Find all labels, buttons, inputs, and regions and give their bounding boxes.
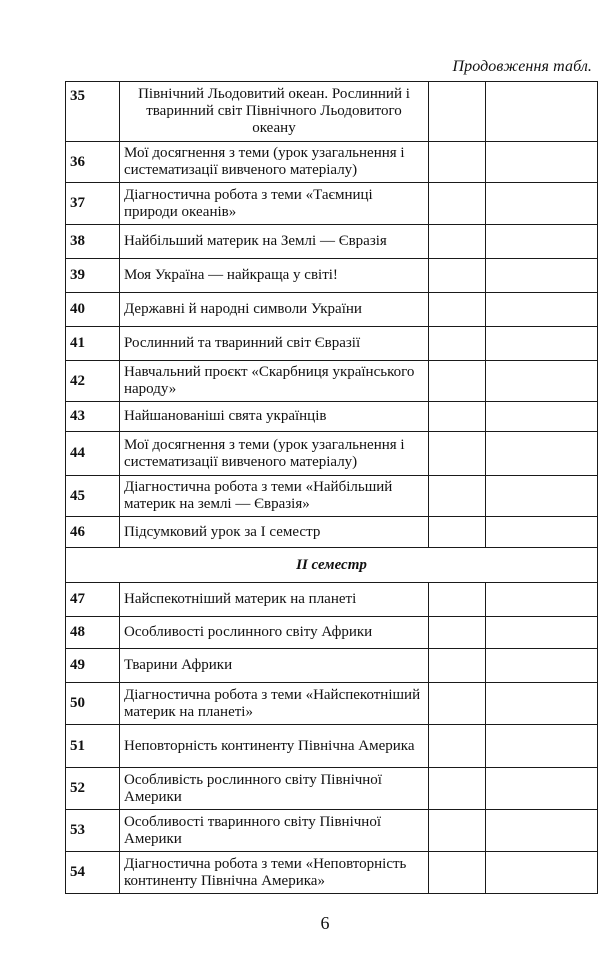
table-row xyxy=(66,810,598,852)
notes-cell xyxy=(486,725,598,768)
lesson-number: 49 xyxy=(66,649,120,683)
table-row xyxy=(66,768,598,810)
table-row xyxy=(66,649,598,683)
lesson-number: 50 xyxy=(66,683,120,725)
table-row xyxy=(66,583,598,617)
table-row xyxy=(66,402,598,432)
table-row xyxy=(66,327,598,361)
date-cell xyxy=(429,82,486,142)
notes-cell xyxy=(486,82,598,142)
notes-cell xyxy=(486,852,598,894)
lesson-topic: Найбільший материк на Землі — Євразія xyxy=(120,225,429,259)
table-row xyxy=(66,432,598,476)
table-row xyxy=(66,617,598,649)
lesson-number: 37 xyxy=(66,183,120,225)
notes-cell xyxy=(486,649,598,683)
date-cell xyxy=(429,183,486,225)
lesson-number: 44 xyxy=(66,432,120,476)
notes-cell xyxy=(486,142,598,183)
table-row xyxy=(66,183,598,225)
date-cell xyxy=(429,649,486,683)
lesson-topic: Підсумковий урок за І семестр xyxy=(120,517,429,548)
notes-cell xyxy=(486,293,598,327)
lesson-topic: Діагностична робота з теми «Найбільший материк на землі — Євразія» xyxy=(120,476,429,517)
lesson-topic: Моя Україна — найкраща у світі! xyxy=(120,259,429,293)
table-row xyxy=(66,142,598,183)
lesson-number: 38 xyxy=(66,225,120,259)
lesson-number: 41 xyxy=(66,327,120,361)
lesson-topic: Північний Льодовитий океан. Рослинний і тваринний світ Північного Льодовитого океану xyxy=(120,82,429,142)
lesson-topic: Державні й народні символи України xyxy=(120,293,429,327)
lesson-number: 42 xyxy=(66,361,120,402)
date-cell xyxy=(429,225,486,259)
date-cell xyxy=(429,517,486,548)
lesson-number: 48 xyxy=(66,617,120,649)
date-cell xyxy=(429,259,486,293)
date-cell xyxy=(429,810,486,852)
lesson-topic: Діагностична робота з теми «Неповторність континенту Північна Америка» xyxy=(120,852,429,894)
lesson-topic: Рослинний та тваринний світ Євразії xyxy=(120,327,429,361)
lesson-topic: Діагностична робота з теми «Таємниці природи океанів» xyxy=(120,183,429,225)
notes-cell xyxy=(486,225,598,259)
lesson-number: 52 xyxy=(66,768,120,810)
table-row xyxy=(66,361,598,402)
notes-cell xyxy=(486,617,598,649)
notes-cell xyxy=(486,361,598,402)
lesson-number: 47 xyxy=(66,583,120,617)
lesson-topic: Навчальний проєкт «Скарбниця українського народу» xyxy=(120,361,429,402)
date-cell xyxy=(429,852,486,894)
lesson-number: 46 xyxy=(66,517,120,548)
table-row xyxy=(66,725,598,768)
date-cell xyxy=(429,142,486,183)
lesson-topic: Особливості тваринного світу Північної Америки xyxy=(120,810,429,852)
lesson-plan-table xyxy=(65,81,598,894)
semester-header-row xyxy=(66,548,598,583)
table-row xyxy=(66,225,598,259)
date-cell xyxy=(429,617,486,649)
notes-cell xyxy=(486,768,598,810)
table-row xyxy=(66,293,598,327)
table-row xyxy=(66,852,598,894)
semester-title: ІІ семестр xyxy=(66,548,598,583)
lesson-number: 43 xyxy=(66,402,120,432)
notes-cell xyxy=(486,683,598,725)
lesson-topic: Особливість рослинного світу Північної Америки xyxy=(120,768,429,810)
lesson-topic: Діагностична робота з теми «Найспекотніший материк на планеті» xyxy=(120,683,429,725)
date-cell xyxy=(429,327,486,361)
lesson-number: 39 xyxy=(66,259,120,293)
page-number: 6 xyxy=(320,913,330,933)
lesson-topic: Мої досягнення з теми (урок узагальнення і систематизації вивченого матеріалу) xyxy=(120,142,429,183)
date-cell xyxy=(429,768,486,810)
lesson-topic: Неповторність континенту Північна Америка xyxy=(120,725,429,768)
lesson-topic: Особливості рослинного світу Африки xyxy=(120,617,429,649)
date-cell xyxy=(429,432,486,476)
lesson-topic: Найшанованіші свята українців xyxy=(120,402,429,432)
table-row xyxy=(66,517,598,548)
notes-cell xyxy=(486,183,598,225)
lesson-number: 51 xyxy=(66,725,120,768)
lesson-number: 45 xyxy=(66,476,120,517)
table-continuation-label: Продовження табл. xyxy=(452,58,592,75)
date-cell xyxy=(429,293,486,327)
table-row xyxy=(66,259,598,293)
notes-cell xyxy=(486,402,598,432)
table-row xyxy=(66,476,598,517)
date-cell xyxy=(429,725,486,768)
date-cell xyxy=(429,402,486,432)
notes-cell xyxy=(486,810,598,852)
table-row xyxy=(66,82,598,142)
date-cell xyxy=(429,361,486,402)
date-cell xyxy=(429,476,486,517)
notes-cell xyxy=(486,259,598,293)
notes-cell xyxy=(486,327,598,361)
notes-cell xyxy=(486,517,598,548)
lesson-number: 40 xyxy=(66,293,120,327)
lesson-number: 53 xyxy=(66,810,120,852)
lesson-topic: Найспекотніший материк на планеті xyxy=(120,583,429,617)
notes-cell xyxy=(486,583,598,617)
table-row xyxy=(66,683,598,725)
notes-cell xyxy=(486,476,598,517)
lesson-number: 54 xyxy=(66,852,120,894)
date-cell xyxy=(429,683,486,725)
notes-cell xyxy=(486,432,598,476)
lesson-topic: Тварини Африки xyxy=(120,649,429,683)
lesson-topic: Мої досягнення з теми (урок узагальнення і систематизації вивченого матеріалу) xyxy=(120,432,429,476)
lesson-number: 35 xyxy=(66,82,120,142)
date-cell xyxy=(429,583,486,617)
lesson-number: 36 xyxy=(66,142,120,183)
